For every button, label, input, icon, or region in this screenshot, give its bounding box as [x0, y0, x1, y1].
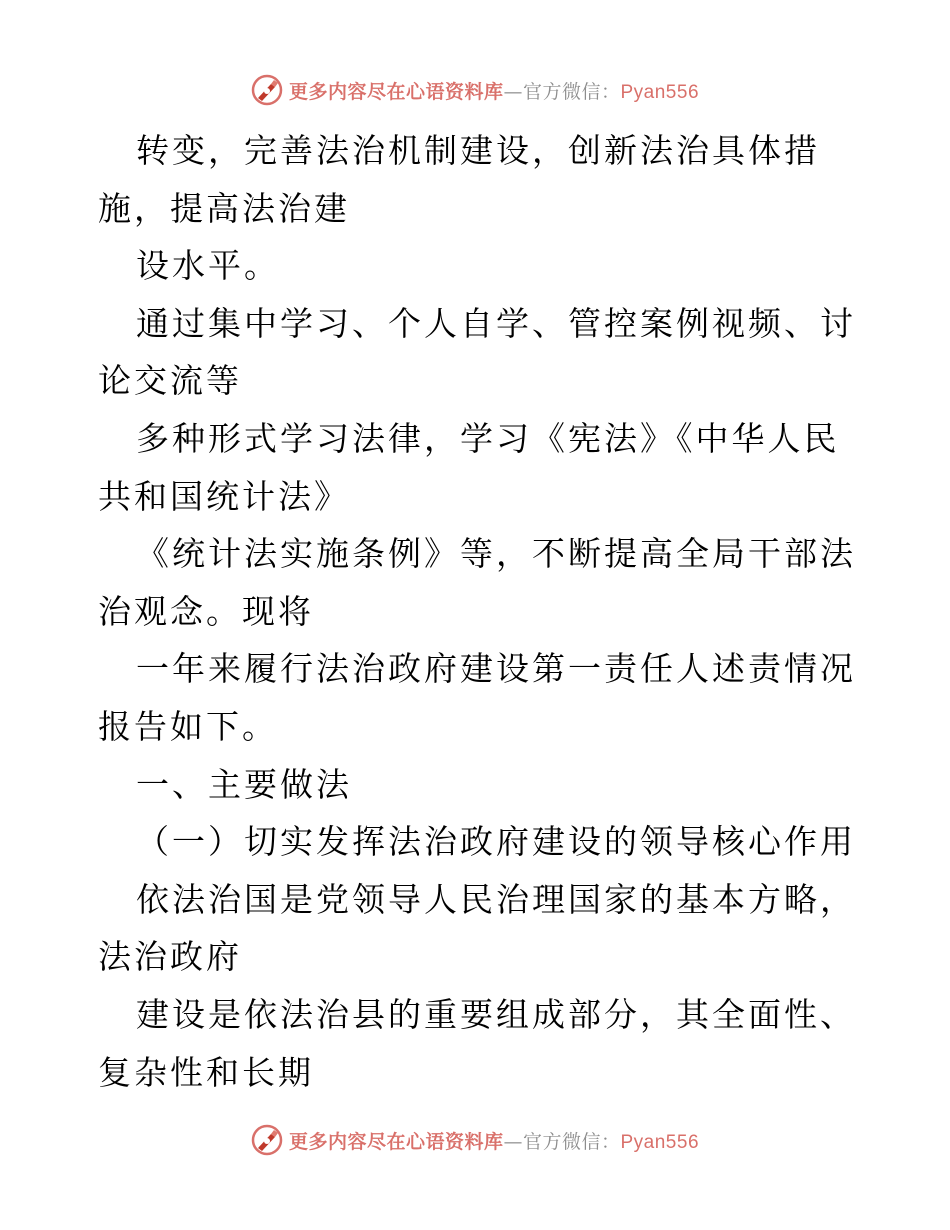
watermark-dash: — — [503, 1130, 523, 1153]
watermark-site: 更多内容尽在心语资料库 — [288, 80, 504, 103]
watermark-text — [289, 77, 699, 104]
footer-watermark — [0, 1122, 950, 1158]
paragraph: 建设是依法治县的重要组成部分，其全面性、复杂性和长期 — [98, 994, 856, 1092]
watermark-official-label: 官方微信： — [522, 80, 621, 103]
header-watermark — [0, 72, 950, 108]
paragraph: 通过集中学习、个人自学、管控案例视频、讨论交流等 — [98, 303, 856, 401]
watermark-site: 更多内容尽在心语资料库 — [288, 1130, 504, 1153]
section-heading: 一、主要做法 — [136, 764, 352, 804]
paragraph: 多种形式学习法律，学习《宪法》《中华人民共和国统计法》 — [98, 418, 840, 516]
watermark-official-label: 官方微信： — [522, 1130, 621, 1153]
watermark-wechat-id: Pyan556 — [620, 1131, 700, 1153]
pen-logo-icon — [251, 1124, 283, 1156]
paragraph: 转变，完善法治机制建设，创新法治具体措施，提高法治建 — [98, 131, 820, 228]
subsection-heading: （一）切实发挥法治政府建设的领导核心作用 — [136, 822, 856, 862]
paragraph: 设水平。 — [136, 246, 280, 286]
paragraph: 依法治国是党领导人民治理国家的基本方略，法治政府 — [98, 879, 856, 977]
watermark-dash: — — [503, 80, 523, 103]
watermark-wechat-id: Pyan556 — [620, 81, 700, 103]
pen-logo-icon — [251, 74, 283, 106]
paragraph: 《统计法实施条例》等，不断提高全局干部法治观念。现将 — [98, 534, 856, 631]
paragraph: 一年来履行法治政府建设第一责任人述责情况报告如下。 — [98, 649, 856, 746]
document-body — [98, 122, 858, 1101]
watermark-text — [289, 1127, 699, 1154]
